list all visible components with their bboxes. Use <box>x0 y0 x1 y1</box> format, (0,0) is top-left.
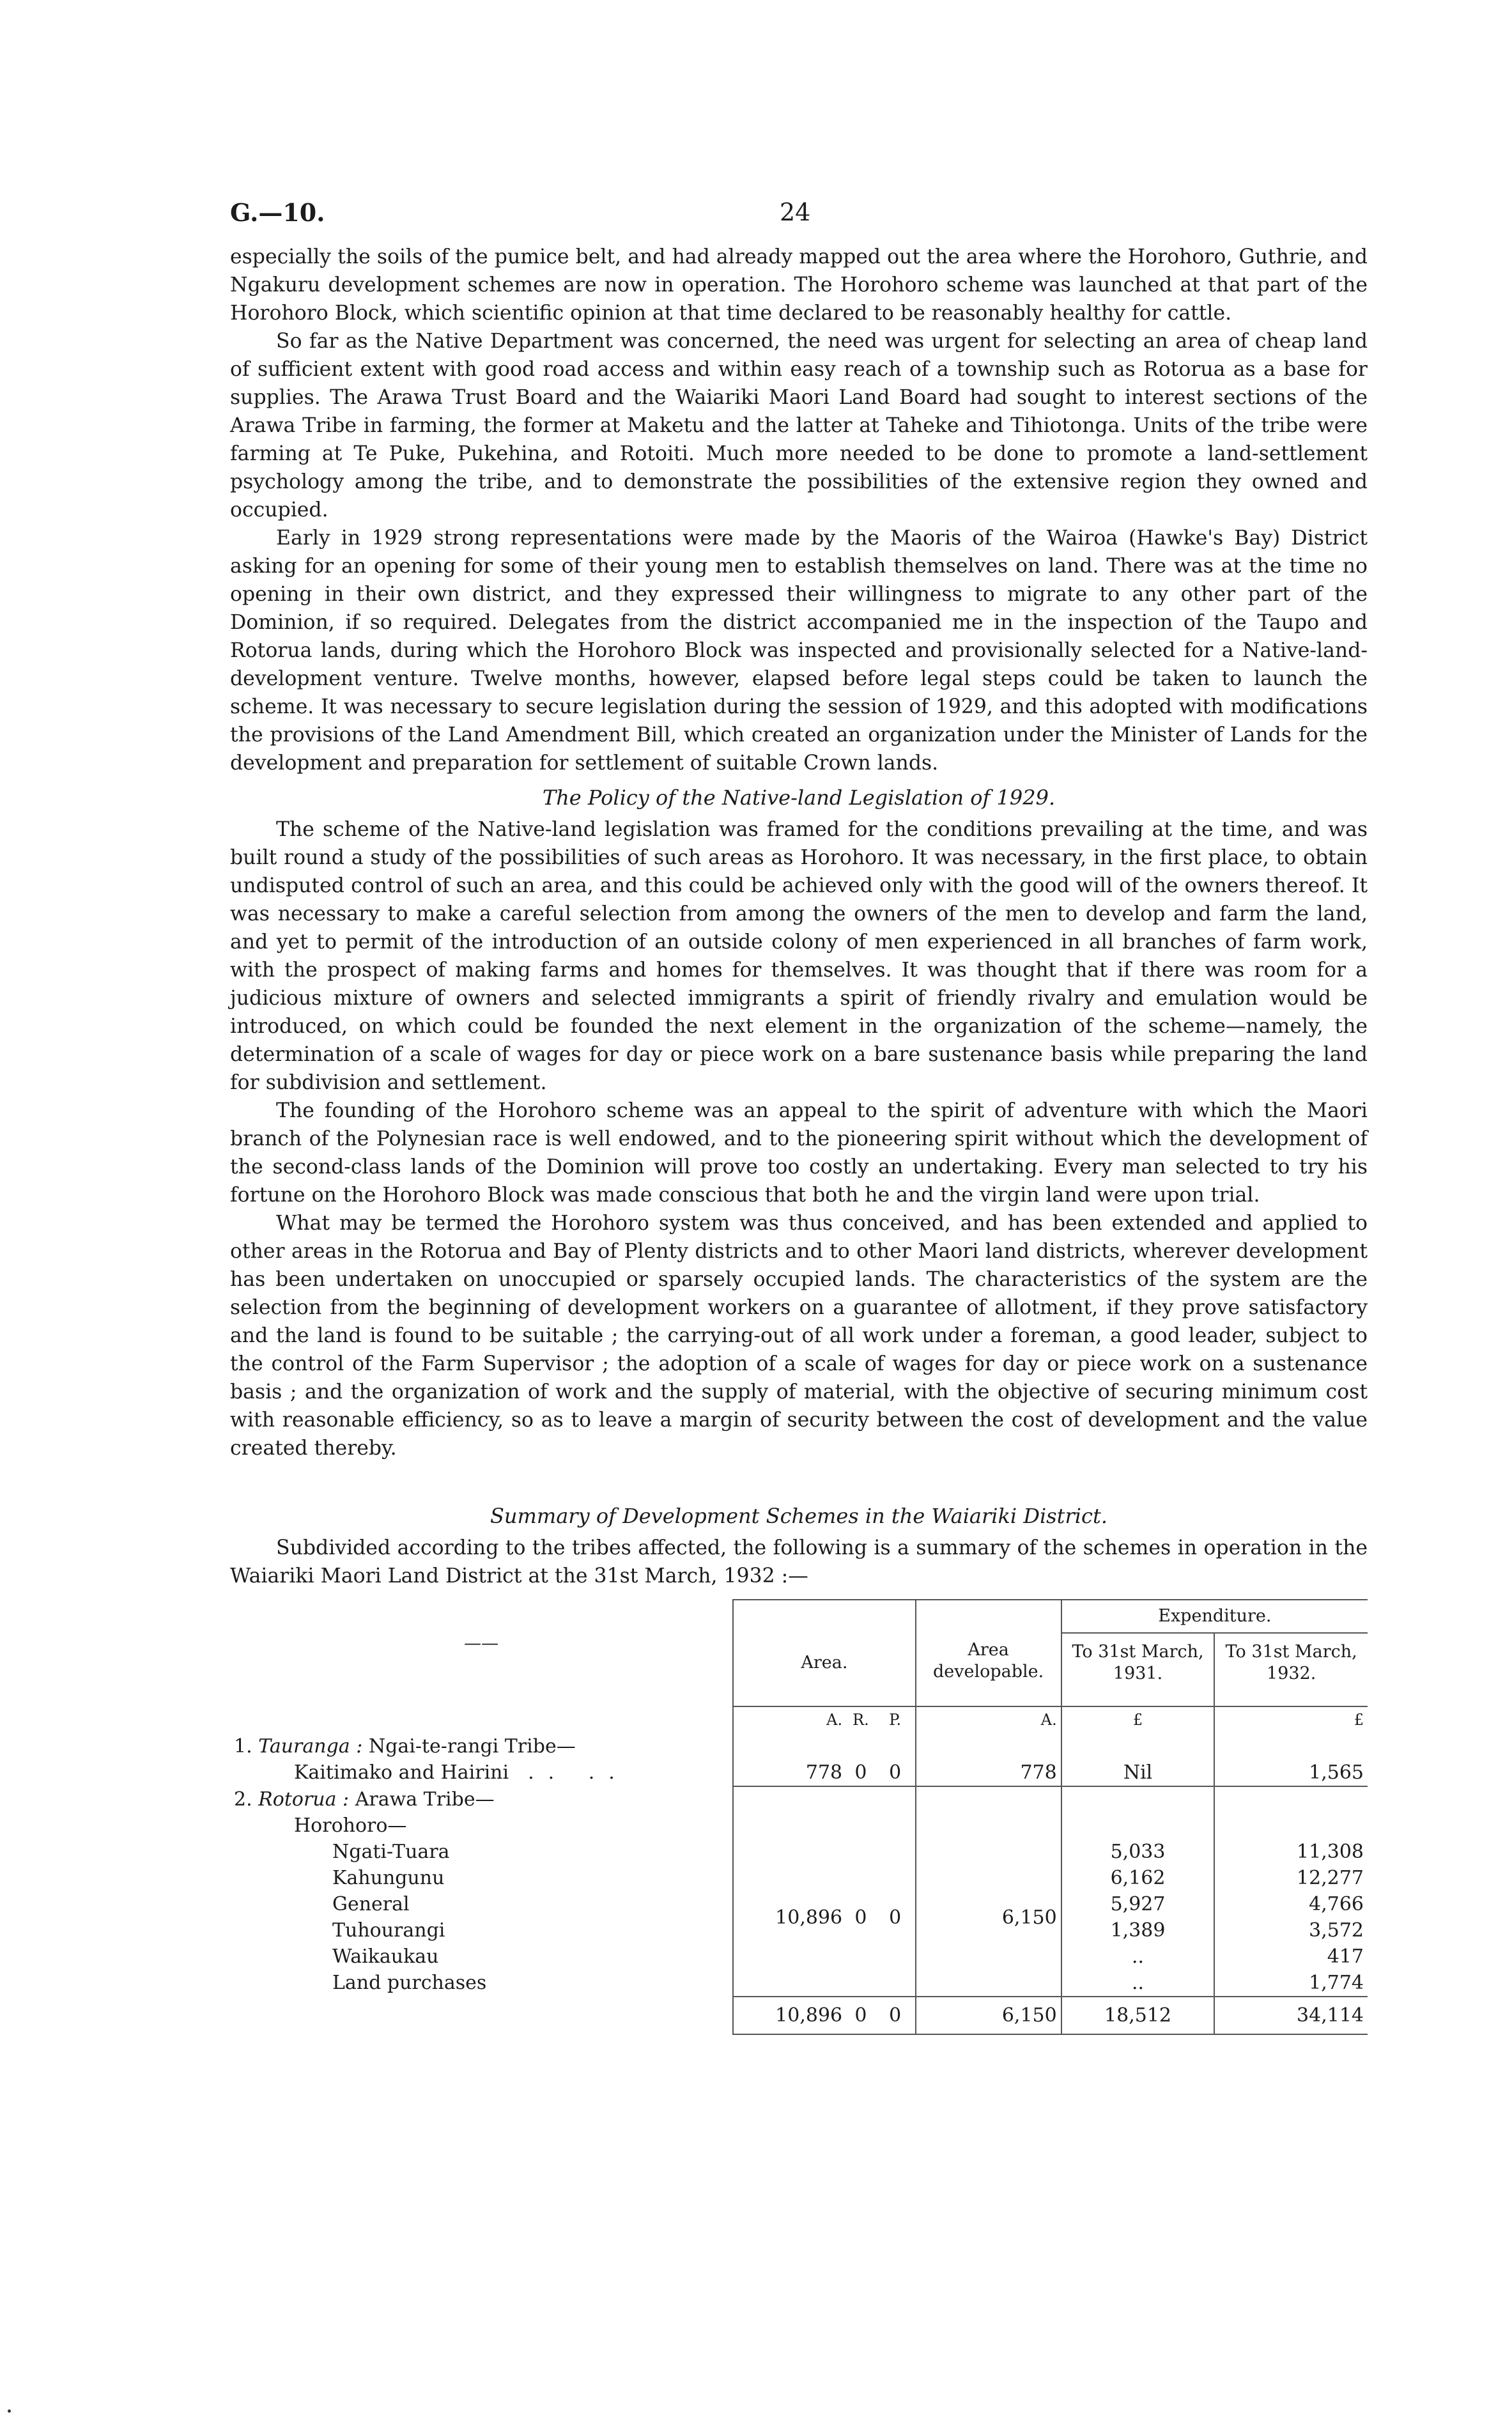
header-dash: —— <box>464 1634 499 1653</box>
table-row: Horohoro— <box>230 1813 1368 1839</box>
paragraph: Early in 1929 strong representations were made by the Maoris of the Wairoa (Hawke's Bay) District asking for an opening for some of their young men to establish themselves on land. There was at the time no opening in their own district, and they expressed their willingness to migrate to any other part of the Dominion, if so required. Delegates from the district accompanied me in the inspection of the Taupo and Rotorua lands, during which the Horohoro Block was inspected and provisionally selected for a Native-land-development venture. Twelve months, however, elapsed before legal steps could be taken to launch the scheme. It was necessary to secure legislation during the session of 1929, and this adopted with modifications the provisions of the Land Amendment Bill, which created an organization under the Minister of Lands for the development and preparation for settlement of suitable Crown lands. <box>230 527 1368 775</box>
table-row: Tuhourangi 1,389 3,572 <box>230 1917 1368 1944</box>
header-to-1932: To 31st March, 1932. <box>1214 1633 1368 1685</box>
header-to-1931: To 31st March, 1931. <box>1061 1633 1215 1685</box>
paragraph: So far as the Native Department was concerned, the need was urgent for selecting an area of cheap land of sufficient extent with good road access and within easy reach of a township such as Rotorua as a base for supplies. The Arawa Trust Board and the Waiariki Maori Land Board had sought to interest sections of the Arawa Tribe in farming, the former at Maketu and the latter at Taheke and Tihiotonga. Units of the tribe were farming at Te Puke, Pukehina, and Rotoiti. Much more needed to be done to promote a land-settlement psychology among the tribe, and to demonstrate the possibilities of the extensive region they owned and occupied. <box>230 330 1368 522</box>
section-heading-summary: Summary of Development Schemes in the Waiariki District. <box>490 1504 1107 1528</box>
header-expenditure: Expenditure. <box>1061 1600 1368 1633</box>
summary-intro: Subdivided according to the tribes affected, the following is a summary of the schemes in operation in the Waiariki Maori Land District at the 31st March, 1932 :— <box>230 1536 1368 1588</box>
paragraph: The scheme of the Native-land legislation was framed for the conditions prevailing at the time, and was built round a study of the possibilities of such areas as Horohoro. It was necessary, in the first place, to obtain undisputed control of such an area, and this could be achieved only with the good will of the owners thereof. It was necessary to make a careful selection from among the owners of the men to develop and farm the land, and yet to permit of the introduction of an outside colony of men experienced in all branches of farm work, with the prospect of making farms and homes for themselves. It was thought that if there was room for a judicious mixture of owners and selected immigrants a spirit of friendly rivalry and emulation would be introduced, on which could be founded the next element in the organization of the scheme—namely, the determination of a scale of wages for day or piece work on a bare sustenance basis while preparing the land for subdivision and settlement. <box>230 818 1368 1094</box>
table-row: Waikaukau .. 417 <box>230 1944 1368 1970</box>
page-header <box>230 198 1368 243</box>
scan-speck <box>8 2409 11 2413</box>
table-row: Ngati-Tuara 10,896 0 0 6,150 5,033 11,308 <box>230 1839 1368 1865</box>
document-reference: G.—10. <box>230 198 325 227</box>
table-row: General 5,927 4,766 <box>230 1891 1368 1917</box>
table-row: Kaitimako and Hairini .. .. 778 0 0 778 Nil 1,565 <box>230 1759 1368 1786</box>
table-row-total: 10,896 0 0 6,150 18,512 34,114 <box>230 1997 1368 2034</box>
table-row: 2. Rotorua : Arawa Tribe— <box>230 1786 1368 1813</box>
summary-table <box>230 1599 1368 2035</box>
header-area-developable: Area developable. <box>916 1633 1061 1685</box>
table-row-units: A. R. P. A. £ £ <box>230 1706 1368 1733</box>
paragraph: The founding of the Horohoro scheme was an appeal to the spirit of adventure with which the Maori branch of the Polynesian race is well endowed, and to the pioneering spirit without which the development of the second-class lands of the Dominion will prove too costly an undertaking. Every man selected to try his fortune on the Horohoro Block was made conscious that both he and the virgin land were upon trial. <box>230 1099 1368 1207</box>
section-heading-policy: The Policy of the Native-land Legislation of 1929. <box>542 785 1056 810</box>
table-row: 1. Tauranga : Ngai-te-rangi Tribe— <box>230 1733 1368 1759</box>
page-number: 24 <box>780 198 811 226</box>
document-page <box>230 198 1368 2035</box>
table-row: Kahungunu 6,162 12,277 <box>230 1865 1368 1891</box>
paragraph: What may be termed the Horohoro system was thus conceived, and has been extended and applied to other areas in the Rotorua and Bay of Plenty districts and to other Maori land districts, wherever development has been undertaken on unoccupied or sparsely occupied lands. The characteristics of the system are the selection from the beginning of development workers on a guarantee of allotment, if they prove satisfactory and the land is found to be suitable ; the carrying-out of all work under a foreman, a good leader, subject to the control of the Farm Supervisor ; the adoption of a scale of wages for day or piece work on a sustenance basis ; and the organization of work and the supply of material, with the objective of securing minimum cost with reasonable efficiency, so as to leave a margin of security between the cost of development and the value created thereby. <box>230 1212 1368 1460</box>
paragraph: especially the soils of the pumice belt, and had already mapped out the area where the Horohoro, Guthrie, and Ngakuru development schemes are now in operation. The Horohoro scheme was launched at that part of the Horohoro Block, which scientific opinion at that time declared to be reasonably healthy for cattle. <box>230 245 1368 325</box>
header-area: Area. <box>733 1633 915 1685</box>
table-row: Land purchases .. 1,774 <box>230 1970 1368 1997</box>
